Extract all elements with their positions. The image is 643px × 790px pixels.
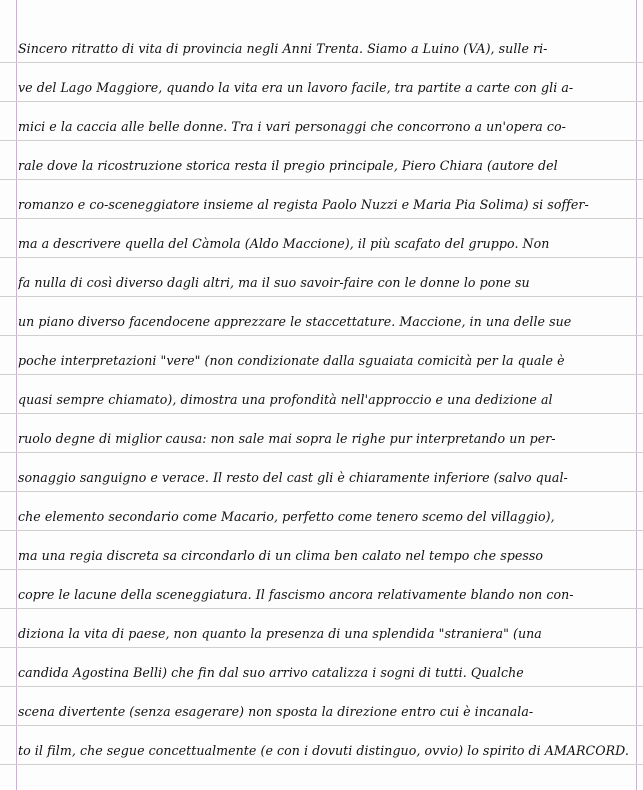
- text-line-4: rale dove la ricostruzione storica resta il pregio principale, Piero Chiara (autore del: [18, 158, 558, 173]
- text-line-6: ma a descrivere quella del Càmola (Aldo Maccione), il più scafato del gruppo. Non: [18, 236, 550, 251]
- text-line-13: che elemento secondario come Macario, perfetto come tenero scemo del villaggio),: [18, 509, 555, 524]
- text-line-9: poche interpretazioni "vere" (non condizionate dalla sguaiata comicità per la quale è: [18, 353, 565, 368]
- left-margin-line: [16, 0, 17, 790]
- text-line-11: ruolo degne di miglior causa: non sale mai sopra le righe pur interpretando un per-: [18, 431, 556, 446]
- text-line-2: ve del Lago Maggiore, quando la vita era un lavoro facile, tra partite a carte con gli a-: [18, 80, 574, 95]
- text-line-8: un piano diverso facendocene apprezzare le staccettature. Maccione, in una delle sue: [18, 314, 572, 329]
- text-line-17: candida Agostina Belli) che fin dal suo arrivo catalizza i sogni di tutti. Qualche: [18, 665, 524, 680]
- text-line-18: scena divertente (senza esagerare) non sposta la direzione entro cui è incanala-: [18, 704, 534, 719]
- text-line-15: copre le lacune della sceneggiatura. Il fascismo ancora relativamente blando non con-: [18, 587, 574, 602]
- text-line-19: to il film, che segue concettualmente (e con i dovuti distinguo, ovvio) lo spirito di AMARCORD.: [18, 743, 629, 758]
- text-line-1: Sincero ritratto di vita di provincia negli Anni Trenta. Siamo a Luino (VA), sulle ri-: [18, 41, 548, 56]
- text-line-5: romanzo e co-sceneggiatore insieme al regista Paolo Nuzzi e Maria Pia Solima) si soffer-: [18, 197, 589, 212]
- text-line-7: fa nulla di così diverso dagli altri, ma il suo savoir-faire con le donne lo pone su: [18, 275, 530, 290]
- text-line-3: mici e la caccia alle belle donne. Tra i vari personaggi che concorrono a un'opera co-: [18, 119, 566, 134]
- text-line-10: quasi sempre chiamato), dimostra una profondità nell'approccio e una dedizione al: [18, 392, 553, 407]
- text-line-14: ma una regia discreta sa circondarlo di un clima ben calato nel tempo che spesso: [18, 548, 543, 563]
- text-line-16: diziona la vita di paese, non quanto la presenza di una splendida "straniera" (una: [18, 626, 542, 641]
- text-line-12: sonaggio sanguigno e verace. Il resto del cast gli è chiaramente inferiore (salvo qual-: [18, 470, 568, 485]
